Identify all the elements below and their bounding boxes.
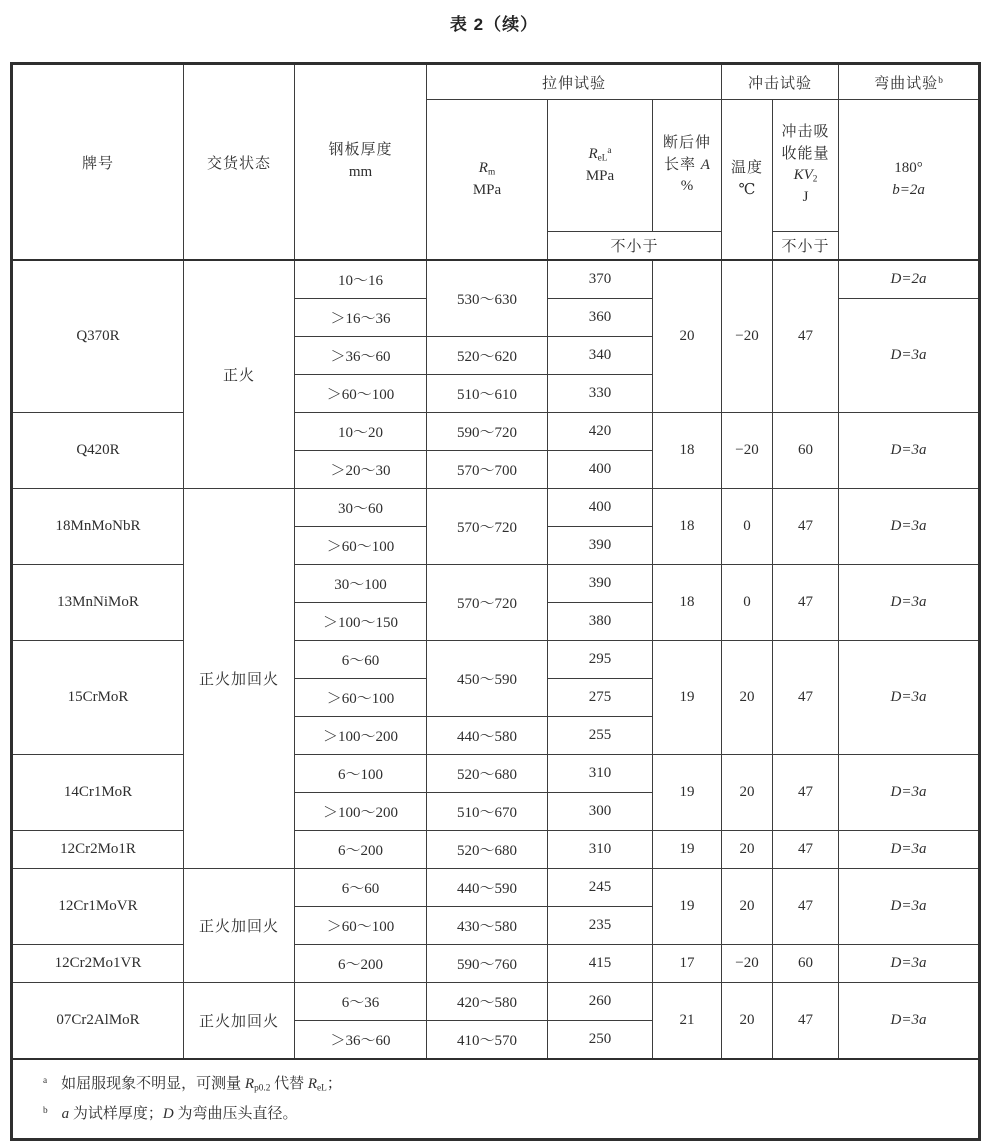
footnote-b-marker: b — [43, 1105, 48, 1116]
thickness-cell: 10～20 — [295, 413, 427, 451]
table-row — [12, 565, 980, 603]
thickness-cell: 30～60 — [295, 489, 427, 527]
impact-energy-cell: 47 — [773, 565, 839, 641]
thickness-cell: 6～200 — [295, 945, 427, 983]
table-row — [12, 641, 980, 679]
thickness-cell: 6～200 — [295, 831, 427, 869]
temperature-cell: −20 — [722, 945, 773, 983]
footnote-a: $^a$ 如屈服现象不明显，可测量 $R_{p0.2}$ 代替 $R_{eL}$； — [43, 1075, 342, 1094]
grade-cell: 12Cr1MoVR — [12, 869, 184, 945]
rel-cell: 300 — [548, 793, 653, 831]
rel-cell: 310 — [548, 755, 653, 793]
impact-energy-cell: 47 — [773, 641, 839, 755]
thickness-cell: ＞100～200 — [295, 717, 427, 755]
thickness-cell: ＞60～100 — [295, 907, 427, 945]
delivery-cell: 正火加回火 — [184, 983, 295, 1060]
rm-cell: 410～570 — [427, 1021, 548, 1060]
rel-cell: 400 — [548, 451, 653, 489]
bend-cell: D=2a — [839, 260, 980, 299]
grade-cell: 15CrMoR — [12, 641, 184, 755]
page-title: 表 2（续） — [449, 15, 539, 34]
table-row — [12, 945, 980, 983]
bend-angle: 180° — [894, 159, 923, 176]
temperature-cell: 20 — [722, 869, 773, 945]
rel-cell: 400 — [548, 489, 653, 527]
table-row — [12, 869, 980, 907]
rm-cell: 510～610 — [427, 375, 548, 413]
rel-cell: 340 — [548, 337, 653, 375]
bend-footnote-marker: b — [938, 75, 943, 86]
temperature-cell: 0 — [722, 565, 773, 641]
impact-energy-cell: 47 — [773, 869, 839, 945]
header-rm: $R_m$ MPa — [427, 100, 548, 261]
header-grade: 牌号 — [12, 64, 184, 261]
grade-cell: Q420R — [12, 413, 184, 489]
rel-cell: 235 — [548, 907, 653, 945]
elongation-cell: 18 — [653, 489, 722, 565]
header-temperature: 温度 ℃ — [722, 100, 773, 261]
impact-energy-cell: 60 — [773, 413, 839, 489]
header-impact-group: 冲击试验 — [722, 64, 839, 100]
grade-cell: 07Cr2AlMoR — [12, 983, 184, 1060]
bend-cell: D=3a — [839, 945, 980, 983]
grade-cell: 18MnMoNbR — [12, 489, 184, 565]
temperature-cell: 20 — [722, 831, 773, 869]
thickness-cell: 6～60 — [295, 641, 427, 679]
table-row — [12, 489, 980, 527]
thickness-cell: 6～36 — [295, 983, 427, 1021]
rel-cell: 275 — [548, 679, 653, 717]
header-elongation-unit: % — [680, 178, 694, 195]
bend-cell: D=3a — [839, 299, 980, 413]
rm-cell: 520～680 — [427, 831, 548, 869]
header-temperature-unit: ℃ — [738, 181, 756, 198]
temperature-cell: 0 — [722, 489, 773, 565]
bend-cell: D=3a — [839, 413, 980, 489]
table-row — [12, 983, 980, 1021]
delivery-cell: 正火 — [184, 260, 295, 489]
rm-cell: 440～590 — [427, 869, 548, 907]
header-bend-group: 弯曲试验$^b$ — [839, 64, 980, 100]
grade-cell: 13MnNiMoR — [12, 565, 184, 641]
header-bend-spec — [839, 100, 980, 261]
rm-cell: 570～700 — [427, 451, 548, 489]
rel-cell: 390 — [548, 527, 653, 565]
footnote-a-marker: a — [43, 1075, 48, 1086]
impact-energy-cell: 47 — [773, 489, 839, 565]
rel-cell: 255 — [548, 717, 653, 755]
bend-cell: D=3a — [839, 831, 980, 869]
temperature-cell: −20 — [722, 260, 773, 413]
header-rm-unit: MPa — [472, 181, 502, 198]
rel-cell: 380 — [548, 603, 653, 641]
header-thickness — [295, 64, 427, 261]
rel-cell: 420 — [548, 413, 653, 451]
thickness-cell: ＞20～30 — [295, 451, 427, 489]
rm-cell: 590～720 — [427, 413, 548, 451]
rm-cell: 570～720 — [427, 565, 548, 641]
table-row — [12, 831, 980, 869]
footnote-row — [12, 1059, 980, 1140]
thickness-cell: ＞36～60 — [295, 337, 427, 375]
thickness-cell: 6～100 — [295, 755, 427, 793]
impact-energy-cell: 47 — [773, 260, 839, 413]
rel-footnote-marker: a — [607, 145, 612, 156]
header-rel: $R_{eL}^a$ MPa — [548, 100, 653, 232]
header-thickness-line1: 钢板厚度 — [328, 142, 393, 159]
elongation-cell: 19 — [653, 869, 722, 945]
elongation-cell: 18 — [653, 413, 722, 489]
temperature-cell: 20 — [722, 983, 773, 1060]
table-body — [12, 260, 980, 1059]
thickness-cell: 30～100 — [295, 565, 427, 603]
rm-cell: 450～590 — [427, 641, 548, 717]
header-thickness-unit: mm — [348, 164, 373, 180]
header-rel-unit: MPa — [585, 167, 615, 184]
rel-cell: 370 — [548, 260, 653, 299]
grade-cell: 12Cr2Mo1VR — [12, 945, 184, 983]
bend-cell: D=3a — [839, 755, 980, 831]
table-row — [12, 755, 980, 793]
grade-cell: Q370R — [12, 260, 184, 413]
thickness-cell: 10～16 — [295, 260, 427, 299]
elongation-cell: 21 — [653, 983, 722, 1060]
thickness-cell: ＞36～60 — [295, 1021, 427, 1060]
rm-cell: 530～630 — [427, 260, 548, 337]
footnote-cell — [12, 1059, 980, 1140]
thickness-cell: ＞100～200 — [295, 793, 427, 831]
rm-cell: 520～680 — [427, 755, 548, 793]
rm-cell: 420～580 — [427, 983, 548, 1021]
rel-cell: 310 — [548, 831, 653, 869]
table-footnotes — [12, 1059, 980, 1140]
table-header — [12, 64, 980, 261]
rel-cell: 390 — [548, 565, 653, 603]
bend-cell: D=3a — [839, 489, 980, 565]
bend-cell: D=3a — [839, 641, 980, 755]
impact-energy-cell: 60 — [773, 945, 839, 983]
thickness-cell: ＞16～36 — [295, 299, 427, 337]
rel-cell: 360 — [548, 299, 653, 337]
thickness-cell: 6～60 — [295, 869, 427, 907]
rm-cell: 430～580 — [427, 907, 548, 945]
footnote-b: $^b$ a 为试样厚度；D 为弯曲压头直径。 — [43, 1105, 298, 1122]
header-elongation: 断后伸 长率 A % — [653, 100, 722, 232]
header-delivery: 交货状态 — [184, 64, 295, 261]
thickness-cell: ＞60～100 — [295, 375, 427, 413]
header-min-tensile: 不小于 — [548, 232, 722, 261]
rm-cell: 510～670 — [427, 793, 548, 831]
temperature-cell: −20 — [722, 413, 773, 489]
rel-cell: 415 — [548, 945, 653, 983]
grade-cell: 12Cr2Mo1R — [12, 831, 184, 869]
delivery-cell: 正火加回火 — [184, 489, 295, 869]
rm-cell: 440～580 — [427, 717, 548, 755]
rel-cell: 250 — [548, 1021, 653, 1060]
impact-energy-cell: 47 — [773, 755, 839, 831]
thickness-cell: ＞60～100 — [295, 679, 427, 717]
thickness-cell: ＞60～100 — [295, 527, 427, 565]
thickness-cell: ＞100～150 — [295, 603, 427, 641]
rel-cell: 330 — [548, 375, 653, 413]
header-impact-energy: 冲击吸 收能量 $KV_2$ J — [773, 100, 839, 232]
bend-equation: b=2a — [892, 181, 925, 198]
header-tensile-group: 拉伸试验 — [427, 64, 722, 100]
rm-cell: 590～760 — [427, 945, 548, 983]
temperature-cell: 20 — [722, 641, 773, 755]
elongation-cell: 19 — [653, 831, 722, 869]
steel-spec-table — [10, 62, 981, 1141]
table-row — [12, 413, 980, 451]
temperature-cell: 20 — [722, 755, 773, 831]
rel-cell: 245 — [548, 869, 653, 907]
table-row — [12, 260, 980, 299]
impact-energy-cell: 47 — [773, 831, 839, 869]
header-min-impact: 不小于 — [773, 232, 839, 261]
impact-energy-cell: 47 — [773, 983, 839, 1060]
bend-cell: D=3a — [839, 869, 980, 945]
bend-cell: D=3a — [839, 983, 980, 1060]
elongation-cell: 20 — [653, 260, 722, 413]
rm-cell: 570～720 — [427, 489, 548, 565]
grade-cell: 14Cr1MoR — [12, 755, 184, 831]
rel-cell: 260 — [548, 983, 653, 1021]
header-impact-energy-unit: J — [802, 189, 809, 206]
bend-cell: D=3a — [839, 565, 980, 641]
elongation-cell: 19 — [653, 755, 722, 831]
elongation-cell: 19 — [653, 641, 722, 755]
elongation-cell: 18 — [653, 565, 722, 641]
delivery-cell: 正火加回火 — [184, 869, 295, 983]
elongation-cell: 17 — [653, 945, 722, 983]
rm-cell: 520～620 — [427, 337, 548, 375]
rel-cell: 295 — [548, 641, 653, 679]
